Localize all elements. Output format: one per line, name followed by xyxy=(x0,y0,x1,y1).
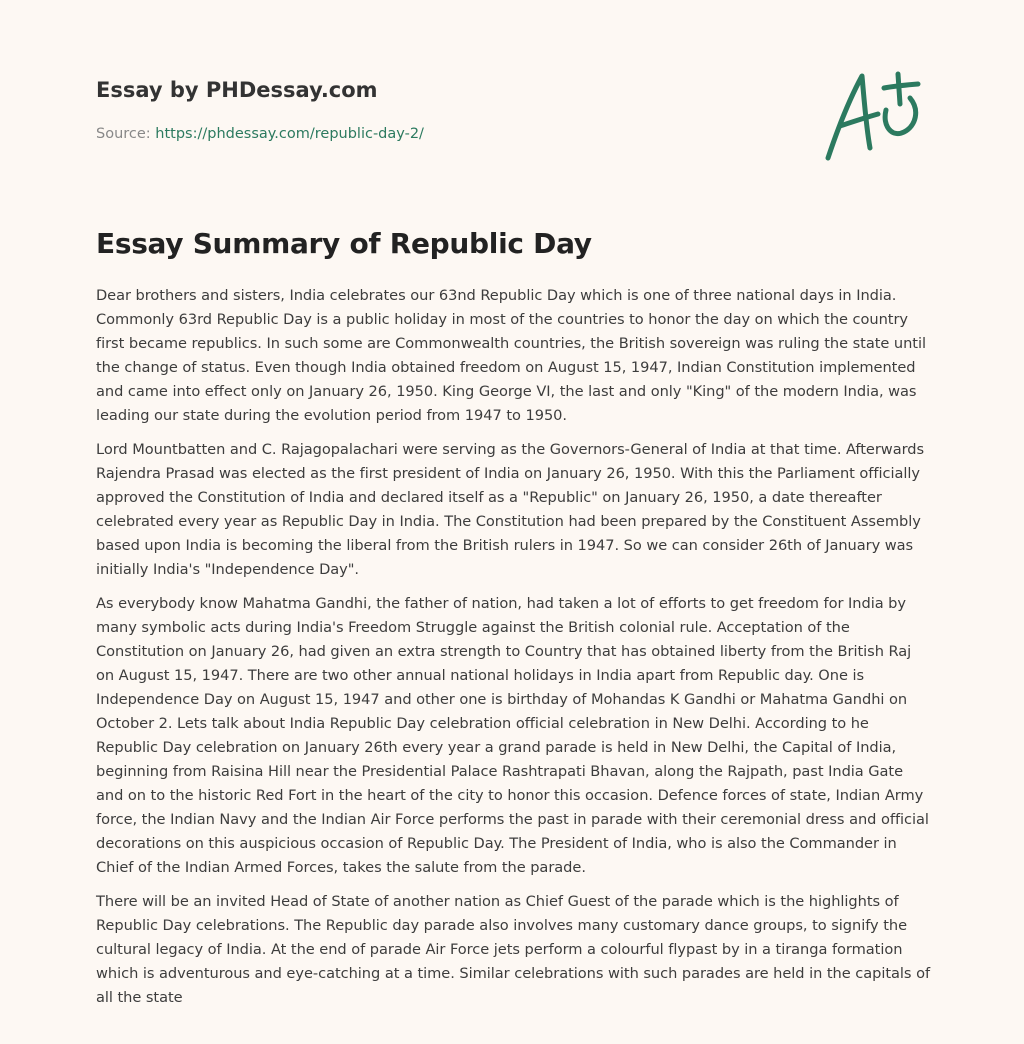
source-link[interactable]: https://phdessay.com/republic-day-2/ xyxy=(155,126,424,142)
source-line xyxy=(96,124,796,144)
essay-paragraph: Dear brothers and sisters, India celebrates our 63nd Republic Day which is one of three national days in India. Commonly 63rd Republic Day is a public holiday in most of the countries to honor the day on which the country first became republics. In such some are Commonwealth countries, the British sovereign was ruling the state until the change of status. Even though India obtained freedom on August 15, 1947, Indian Constitution implemented and came into effect only on January 26, 1950. King George VI, the last and only "King" of the modern India, was leading our state during the evolution period from 1947 to 1950. xyxy=(96,287,926,424)
essay-paragraph: Lord Mountbatten and C. Rajagopalachari were serving as the Governors-General of India at that time. Afterwards Rajendra Prasad was elected as the first president of India on January 26, 1950. With this the Parliament officially approved the Constitution of India and declared itself as a "Republic" on January 26, 1950, a date thereafter celebrated every year as Republic Day in India. The Constitution had been prepared by the Constituent Assembly based upon India is becoming the liberal from the British rulers in 1947. So we can consider 26th of January was initially India's "Independence Day". xyxy=(96,441,925,578)
essay-body xyxy=(96,284,932,1020)
a-plus-logo-icon xyxy=(820,68,926,164)
essay-title: Essay Summary of Republic Day xyxy=(96,227,592,260)
essay-paragraph: As everybody know Mahatma Gandhi, the father of nation, had taken a lot of efforts to get freedom for India by many symbolic acts during India's Freedom Struggle against the British colonial rule. Acceptation of the Constitution on January 26, had given an extra strength to Country that has obtained liberty from the British Raj on August 15, 1947. There are two other annual national holidays in India apart from Republic day. One is Independence Day on August 15, 1947 and other one is birthday of Mohandas K Gandhi or Mahatma Gandhi on October 2. Lets talk about India Republic Day celebration official celebration in New Delhi. According to he Republic Day celebration on January 26th every year a grand parade is held in New Delhi, the Capital of India, beginning from Raisina Hill near the Presidential Palace Rashtrapati Bhavan, along the Rajpath, past India Gate and on to the historic Red Fort in the heart of the city to honor this occasion. Defence forces of state, Indian Army force, the Indian Navy and the Indian Air Force performs the past in parade with their ceremonial dress and official decorations on this auspicious occasion of Republic Day. The President of India, who is also the Commander in Chief of the Indian Armed Forces, takes the salute from the parade. xyxy=(96,595,929,876)
essay-paragraph: There will be an invited Head of State of another nation as Chief Guest of the parade which is the highlights of Republic Day celebrations. The Republic day parade also involves many customary dance groups, to signify the cultural legacy of India. At the end of parade Air Force jets perform a colourful flypast by in a tiranga formation which is adventurous and eye-catching at a time. Similar celebrations with such parades are held in the capitals of all the state xyxy=(96,893,931,1006)
page-header xyxy=(96,76,796,144)
site-brand: Essay by PHDessay.com xyxy=(96,78,378,102)
source-label: Source: xyxy=(96,126,151,142)
